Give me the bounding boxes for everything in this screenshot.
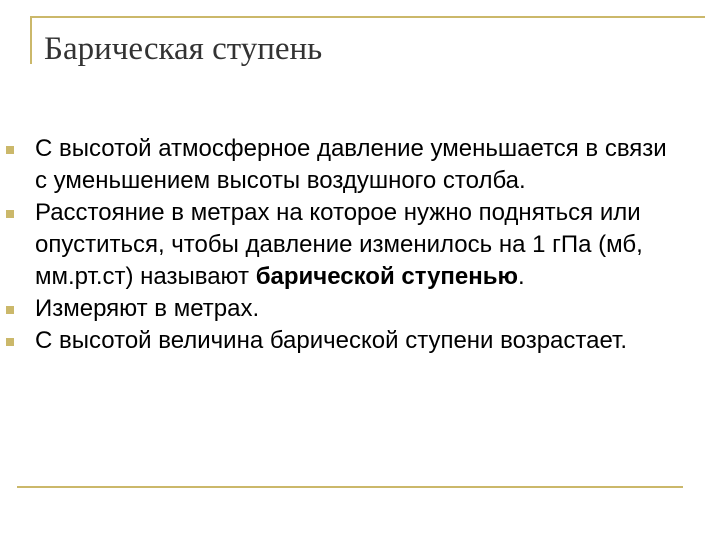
square-bullet-icon (6, 146, 14, 154)
bullet-text-2-before: Расстояние в метрах на которое нужно подняться или опуститься, чтобы давление изменилось на 1 гПа (мб, мм.рт.ст) называют (35, 199, 643, 290)
bullet-item-4 (0, 325, 685, 357)
top-rule (30, 16, 705, 18)
bullet-text-2-after: . (518, 263, 525, 290)
left-rule (30, 16, 32, 64)
bullet-text-2 (35, 197, 685, 293)
bottom-rule (17, 486, 683, 488)
square-bullet-icon (6, 306, 14, 314)
bullet-text-1: С высотой атмосферное давление уменьшается в связи с уменьшением высоты воздушного столба. (35, 135, 667, 194)
bullet-item-1 (0, 133, 685, 197)
bullet-text-2-bold: барической ступенью (255, 263, 518, 290)
square-bullet-icon (6, 338, 14, 346)
square-bullet-icon (6, 210, 14, 218)
bullet-text-3: Измеряют в метрах. (35, 295, 260, 322)
bullet-text-4: С высотой величина барической ступени возрастает. (35, 327, 628, 354)
bullet-item-3 (0, 293, 685, 325)
slide-title: Барическая ступень (44, 31, 323, 67)
bullet-list (0, 133, 720, 357)
bullet-item-2 (0, 197, 685, 293)
